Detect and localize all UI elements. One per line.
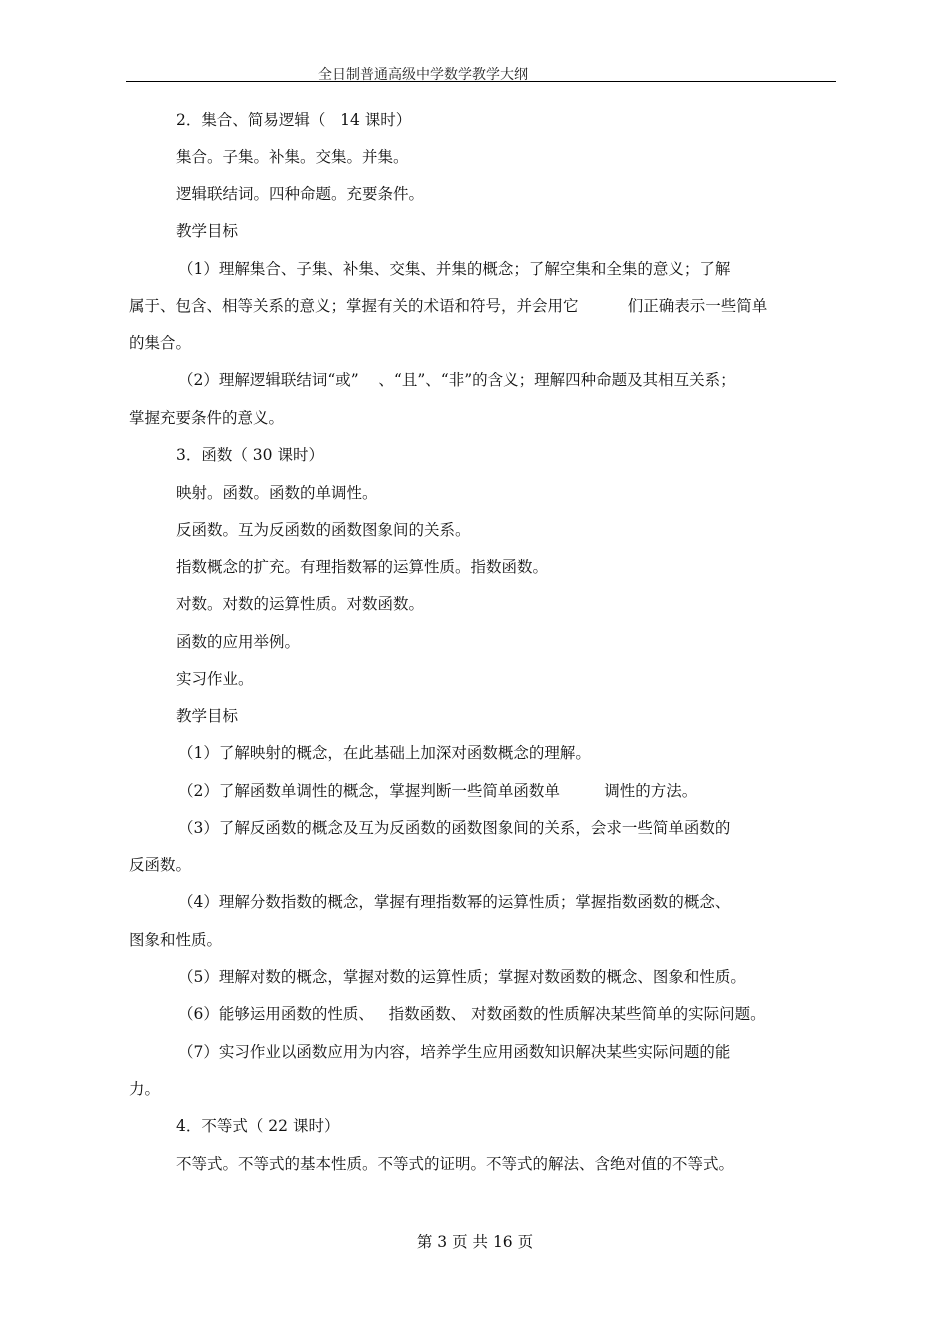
section-heading-inequalities: 4．不等式（ 22 课时） <box>176 1117 340 1135</box>
paragraph-line: （2）理解逻辑联结词“或” 、“且”、“非”的含义；理解四种命题及其相互关系； <box>178 371 736 389</box>
paragraph-line: 属于、包含、相等关系的意义；掌握有关的术语和符号，并会用它 们正确表示一些简单 <box>129 297 768 315</box>
paragraph-line: 图象和性质。 <box>129 931 223 949</box>
paragraph-line: 不等式。不等式的基本性质。不等式的证明。不等式的解法、含绝对值的不等式。 <box>176 1155 735 1173</box>
page-header-title: 全日制普通高级中学数学教学大纲 <box>318 67 528 83</box>
paragraph-line: （1）了解映射的概念，在此基础上加深对函数概念的理解。 <box>178 744 591 762</box>
paragraph-line: （7）实习作业以函数应用为内容，培养学生应用函数知识解决某些实际问题的能 <box>178 1043 731 1061</box>
paragraph-line: 反函数。互为反函数的函数图象间的关系。 <box>176 521 471 539</box>
subheading-teaching-goals: 教学目标 <box>176 222 239 240</box>
paragraph-line: 逻辑联结词。四种命题。充要条件。 <box>176 185 425 203</box>
paragraph-line: 力。 <box>129 1080 161 1098</box>
paragraph-line: （3）了解反函数的概念及互为反函数的函数图象间的关系，会求一些简单函数的 <box>178 819 731 837</box>
paragraph-line: （4）理解分数指数的概念，掌握有理指数幂的运算性质；掌握指数函数的概念、 <box>178 893 731 911</box>
page-number-footer: 第 3 页 共 16 页 <box>416 1233 534 1251</box>
paragraph-line: 掌握充要条件的意义。 <box>129 409 285 427</box>
paragraph-line: 实习作业。 <box>176 670 254 688</box>
paragraph-line: （2）了解函数单调性的概念，掌握判断一些简单函数单 调性的方法。 <box>178 782 698 800</box>
paragraph-line: 函数的应用举例。 <box>176 633 301 651</box>
paragraph-line: （1）理解集合、子集、补集、交集、并集的概念；了解空集和全集的意义；了解 <box>178 260 731 278</box>
section-heading-sets-logic: 2．集合、简易逻辑（ 14 课时） <box>176 111 412 129</box>
paragraph-line: （5）理解对数的概念，掌握对数的运算性质；掌握对数函数的概念、图象和性质。 <box>178 968 746 986</box>
header-divider <box>126 81 836 82</box>
paragraph-line: 反函数。 <box>129 856 192 874</box>
paragraph-line: 对数。对数的运算性质。对数函数。 <box>176 595 425 613</box>
subheading-teaching-goals: 教学目标 <box>176 707 239 725</box>
paragraph-line: 指数概念的扩充。有理指数幂的运算性质。指数函数。 <box>176 558 549 576</box>
section-heading-functions: 3．函数（ 30 课时） <box>176 446 324 464</box>
paragraph-line: 映射。函数。函数的单调性。 <box>176 484 378 502</box>
paragraph-line: 集合。子集。补集。交集。并集。 <box>176 148 409 166</box>
paragraph-line: （6）能够运用函数的性质、 指数函数、 对数函数的性质解决某些简单的实际问题。 <box>178 1005 766 1023</box>
paragraph-line: 的集合。 <box>129 334 192 352</box>
